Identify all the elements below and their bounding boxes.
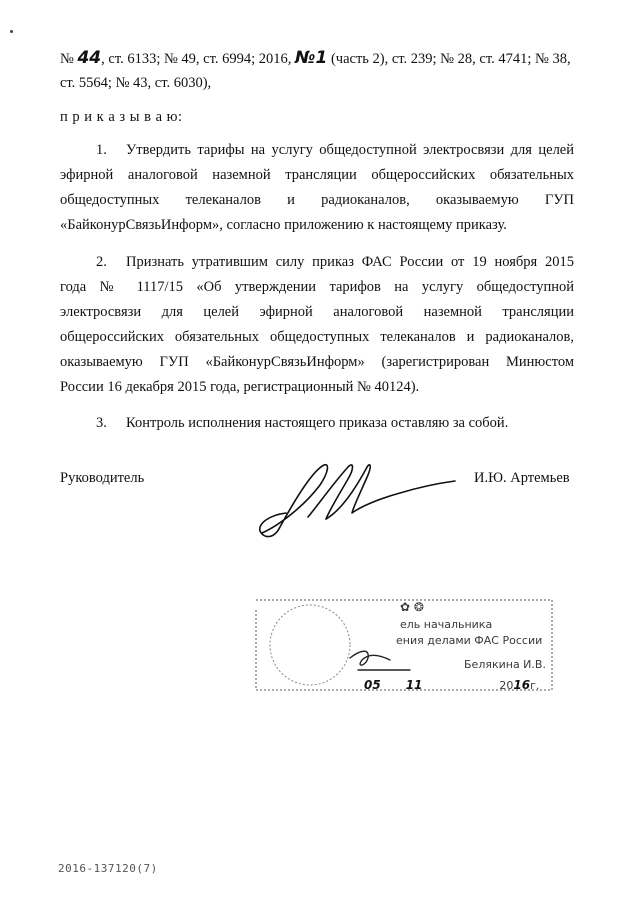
- document-footer-code: 2016-137120(7): [58, 862, 158, 875]
- stamp-line-2: ения делами ФАС России: [396, 634, 543, 647]
- item-2-line-5: оказываемую ГУП «БайконурСвязьИнформ» (зарегистрирован Минюстом: [60, 354, 574, 370]
- item-2-number: 2.: [96, 254, 107, 270]
- intro-line-2: ст. 5564; № 43, ст. 6030),: [60, 75, 212, 91]
- stamp-date-suffix: г.: [530, 679, 540, 692]
- intro-line-1: [60, 48, 571, 68]
- item-1-line-3: общедоступных телеканалов и радиоканалов, оказываемую ГУП: [60, 192, 574, 208]
- item-2-line-2: года № 1117/15 «Об утверждении тарифов на услугу общедоступной: [60, 279, 574, 295]
- handwritten-number: 44: [77, 48, 102, 68]
- approval-stamp: [250, 590, 558, 700]
- signer-role: Руководитель: [60, 470, 145, 486]
- item-2-line-3: электросвязи для целей эфирной аналоговой наземной трансляции: [60, 304, 574, 320]
- item-1-line-1: Утвердить тарифы на услугу общедоступной электросвязи для целей: [126, 142, 574, 158]
- stamp-emblem: ✿ ❂: [400, 600, 424, 614]
- item-1-line-2: эфирной аналоговой наземной трансляции общероссийских обязательных: [60, 167, 574, 183]
- stamp-date: [364, 678, 539, 692]
- intro-text-a: , ст. 6133; № 49, ст. 6994; 2016,: [101, 51, 292, 67]
- scan-dot: [10, 30, 13, 33]
- stamp-date-month: 11: [405, 678, 423, 692]
- stamp-date-year-prefix: 20: [499, 679, 514, 692]
- signer-name: И.Ю. Артемьев: [474, 470, 570, 486]
- stamp-name: Белякина И.В.: [464, 658, 546, 671]
- item-2-line-1: Признать утратившим силу приказ ФАС России от 19 ноября 2015: [126, 254, 574, 270]
- stamp-date-day: 05: [364, 678, 381, 692]
- item-3-number: 3.: [96, 415, 107, 431]
- number-sign: №: [60, 51, 74, 67]
- stamp-line-1: ель начальника: [400, 618, 493, 631]
- item-2-line-4: общероссийских обязательных общедоступных телеканалов и радиоканалов,: [60, 329, 574, 345]
- item-3-line-1: Контроль исполнения настоящего приказа оставляю за собой.: [126, 415, 509, 431]
- prikazyvayu-word: п р и к а з ы в а ю:: [60, 109, 183, 125]
- stamp-date-year: 16: [513, 678, 531, 692]
- item-2-line-6: России 16 декабря 2015 года, регистрационный № 40124).: [60, 379, 420, 395]
- item-1-number: 1.: [96, 142, 107, 158]
- handwritten-signature: [250, 455, 460, 545]
- item-1-line-4: «БайконурСвязьИнформ», согласно приложению к настоящему приказу.: [60, 217, 507, 233]
- intro-text-b: (часть 2), ст. 239; № 28, ст. 4741; № 38,: [330, 51, 571, 67]
- handwritten-number-2: №1: [295, 48, 328, 68]
